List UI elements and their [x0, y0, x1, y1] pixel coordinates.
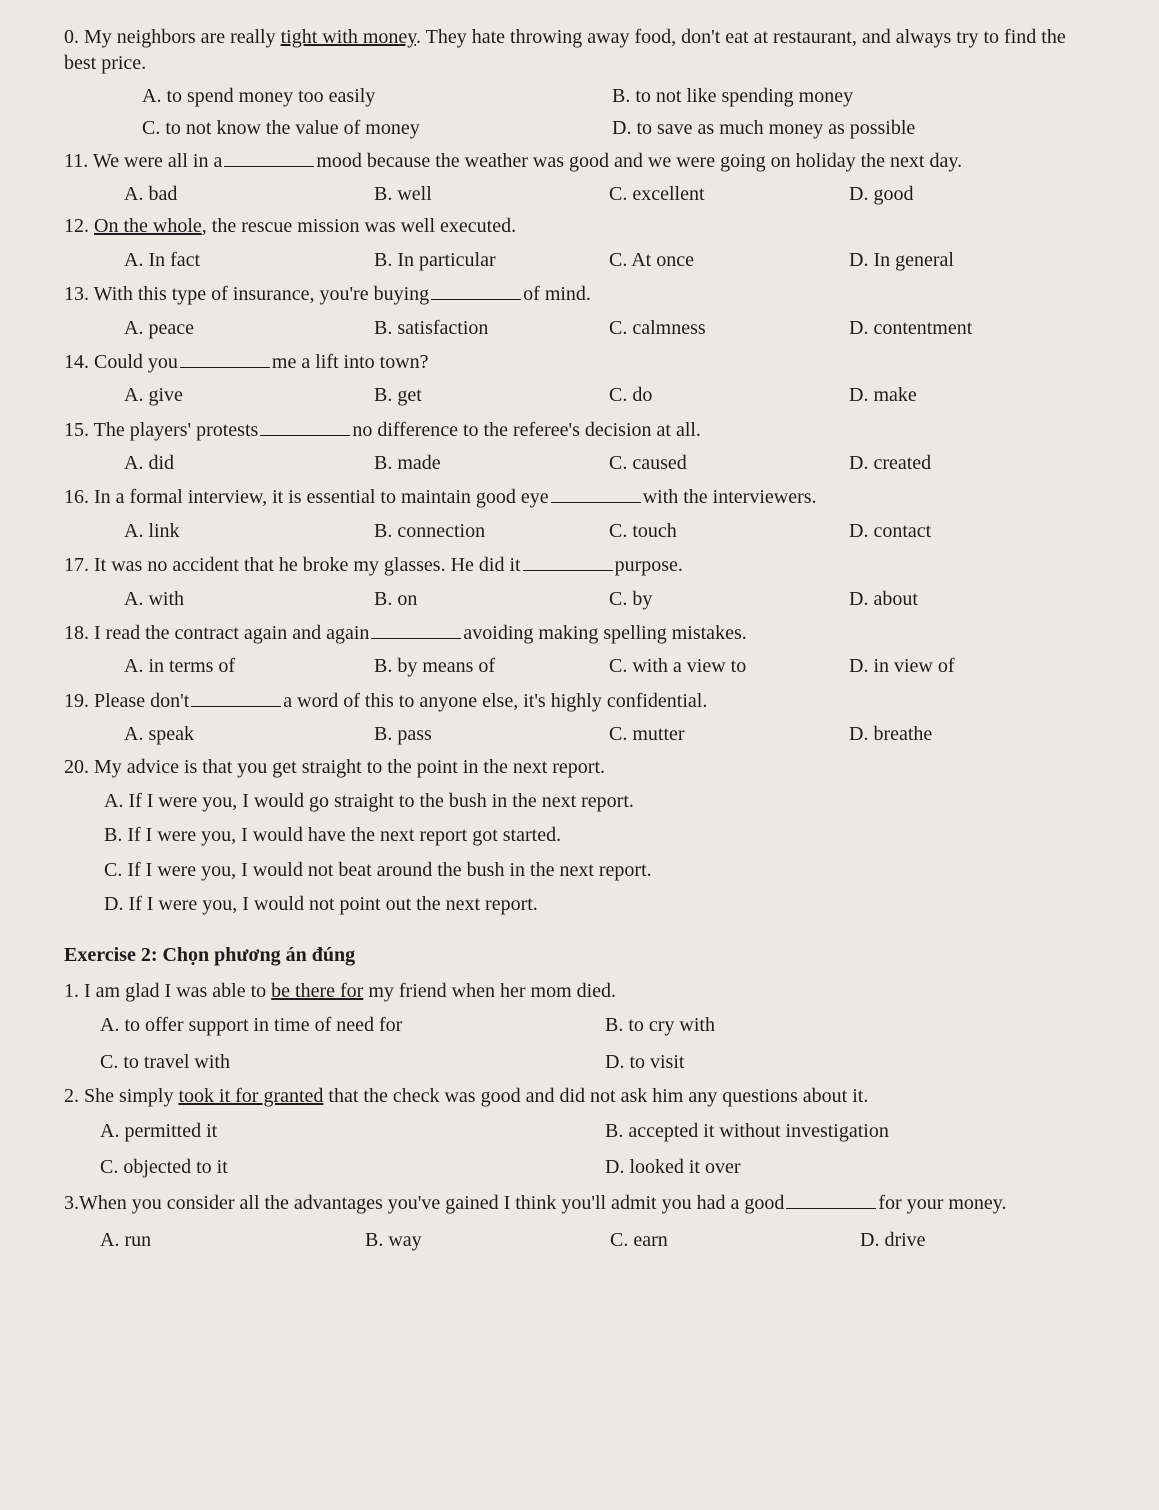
question-15 — [64, 415, 1069, 477]
option-d[interactable]: D. to save as much money as possible — [612, 117, 916, 140]
option-c[interactable]: C. excellent — [609, 182, 705, 205]
question-11-options — [64, 181, 1069, 207]
question-18 — [64, 618, 1069, 680]
question-14 — [64, 347, 1069, 409]
answer-blank[interactable] — [371, 618, 461, 639]
option-b[interactable]: B. get — [374, 384, 422, 407]
question-10-options — [64, 83, 1069, 142]
option-d[interactable]: D. looked it over — [605, 1155, 741, 1178]
option-d[interactable]: D. In general — [849, 248, 954, 271]
option-c[interactable]: C. objected to it — [100, 1155, 228, 1178]
option-a[interactable]: A. run — [100, 1228, 152, 1251]
exercise-2-heading: Exercise 2: Chọn phương án đúng — [64, 943, 356, 966]
option-c[interactable]: C. If I were you, I would not beat around the bush in the next report. — [104, 858, 652, 881]
question-17 — [64, 550, 1069, 612]
question-16-options — [64, 518, 1069, 544]
answer-blank[interactable] — [551, 482, 641, 503]
question-18-stem: 18. I read the contract again and again avoiding making spelling mistakes. — [64, 618, 1069, 646]
question-10 — [64, 24, 1069, 142]
exercise-2-question-2-stem: 2. She simply took it for granted that the check was good and did not ask him any questions about it. — [64, 1085, 869, 1108]
question-12-stem: 12. On the whole, the rescue mission was well executed. — [64, 215, 517, 238]
option-d[interactable]: D. breathe — [849, 723, 933, 746]
option-c[interactable]: C. At once — [609, 248, 694, 271]
option-a[interactable]: A. did — [124, 452, 174, 475]
underlined-phrase: tight with money — [280, 26, 416, 48]
option-b[interactable]: B. way — [365, 1228, 422, 1251]
option-d[interactable]: D. about — [849, 587, 918, 610]
question-20-stem: 20. My advice is that you get straight to the point in the next report. — [64, 755, 606, 778]
answer-blank[interactable] — [260, 415, 350, 436]
option-d[interactable]: D. make — [849, 384, 917, 407]
option-b[interactable]: B. satisfaction — [374, 316, 489, 339]
option-c[interactable]: C. to travel with — [100, 1050, 230, 1073]
question-18-options — [64, 653, 1069, 679]
question-11-stem: 11. We were all in a mood because the weather was good and we were going on holiday the next day. — [64, 146, 1069, 174]
underlined-phrase: On the whole — [94, 215, 202, 238]
option-c[interactable]: C. do — [609, 384, 653, 407]
exercise-2-question-2-options — [64, 1118, 1069, 1181]
question-16 — [64, 482, 1069, 544]
exercise-2-question-1 — [64, 978, 1069, 1075]
option-a[interactable]: A. in terms of — [124, 655, 236, 678]
exercise-2-question-1-options — [64, 1012, 1069, 1075]
option-d[interactable]: D. contentment — [849, 316, 973, 339]
option-b[interactable]: B. by means of — [374, 655, 496, 678]
option-b[interactable]: B. accepted it without investigation — [605, 1119, 889, 1142]
question-13-options — [64, 315, 1069, 341]
answer-blank[interactable] — [180, 347, 270, 368]
question-13-stem: 13. With this type of insurance, you're buying of mind. — [64, 279, 1069, 307]
option-b[interactable]: B. connection — [374, 519, 486, 542]
exercise-2-question-2 — [64, 1083, 1069, 1180]
question-20 — [64, 754, 1069, 918]
option-d[interactable]: D. in view of — [849, 655, 955, 678]
option-d[interactable]: D. good — [849, 182, 914, 205]
option-a[interactable]: A. permitted it — [100, 1119, 218, 1142]
option-c[interactable]: C. mutter — [609, 723, 685, 746]
option-c[interactable]: C. by — [609, 587, 653, 610]
option-a[interactable]: A. to offer support in time of need for — [100, 1014, 403, 1037]
question-19 — [64, 686, 1069, 748]
option-d[interactable]: D. to visit — [605, 1050, 685, 1073]
option-a[interactable]: A. speak — [124, 723, 194, 746]
question-14-stem: 14. Could you me a lift into town? — [64, 347, 1069, 375]
option-a[interactable]: A. link — [124, 519, 180, 542]
answer-blank[interactable] — [431, 279, 521, 300]
option-b[interactable]: B. made — [374, 452, 441, 475]
question-17-stem: 17. It was no accident that he broke my glasses. He did it purpose. — [64, 550, 1069, 578]
underlined-phrase: took it for granted — [178, 1085, 324, 1108]
exercise-2-question-1-stem: 1. I am glad I was able to be there for my friend when her mom died. — [64, 979, 617, 1002]
question-13 — [64, 279, 1069, 341]
option-c[interactable]: C. touch — [609, 519, 677, 542]
question-19-options — [64, 721, 1069, 747]
question-15-stem: 15. The players' protests no difference to the referee's decision at all. — [64, 415, 1069, 443]
option-d[interactable]: D. If I were you, I would not point out the next report. — [104, 893, 538, 916]
option-b[interactable]: B. on — [374, 587, 418, 610]
option-b[interactable]: B. In particular — [374, 248, 496, 271]
option-b[interactable]: B. to not like spending money — [612, 84, 854, 107]
option-c[interactable]: C. to not know the value of money — [142, 117, 420, 140]
question-11 — [64, 146, 1069, 208]
option-c[interactable]: C. earn — [610, 1228, 668, 1251]
option-d[interactable]: D. drive — [860, 1228, 926, 1251]
exercise-2-question-3 — [64, 1188, 1069, 1253]
option-a[interactable]: A. bad — [124, 182, 178, 205]
answer-blank[interactable] — [786, 1188, 876, 1209]
option-a[interactable]: A. peace — [124, 316, 194, 339]
question-14-options — [64, 382, 1069, 408]
option-b[interactable]: B. to cry with — [605, 1014, 715, 1037]
question-10-stem: 0. My neighbors are really tight with money. They hate throwing away food, don't eat at restaurant, and always try to find the best price. — [64, 26, 1066, 75]
question-19-stem: 19. Please don't a word of this to anyone else, it's highly confidential. — [64, 686, 1069, 714]
question-12 — [64, 213, 1069, 273]
option-a[interactable]: A. give — [124, 384, 183, 407]
question-16-stem: 16. In a formal interview, it is essential to maintain good eye with the interviewers. — [64, 482, 1069, 510]
option-c[interactable]: C. with a view to — [609, 655, 747, 678]
option-c[interactable]: C. calmness — [609, 316, 706, 339]
option-b[interactable]: B. well — [374, 182, 432, 205]
option-a[interactable]: A. with — [124, 587, 184, 610]
option-d[interactable]: D. created — [849, 452, 932, 475]
option-a[interactable]: A. to spend money too easily — [142, 84, 376, 107]
option-a[interactable]: A. In fact — [124, 248, 201, 271]
question-17-options — [64, 586, 1069, 612]
option-b[interactable]: B. If I were you, I would have the next report got started. — [104, 824, 562, 847]
option-c[interactable]: C. caused — [609, 452, 687, 475]
underlined-phrase: be there for — [271, 979, 364, 1002]
question-12-options — [64, 247, 1069, 273]
question-20-options — [64, 788, 1069, 918]
answer-blank[interactable] — [191, 686, 281, 707]
question-15-options — [64, 450, 1069, 476]
option-d[interactable]: D. contact — [849, 519, 932, 542]
answer-blank[interactable] — [523, 550, 613, 571]
exercise-2-question-3-options — [64, 1227, 1069, 1253]
option-b[interactable]: B. pass — [374, 723, 432, 746]
exercise-2-question-3-stem: 3.When you consider all the advantages you've gained I think you'll admit you had a good for your money. — [64, 1188, 1069, 1216]
answer-blank[interactable] — [224, 146, 314, 167]
option-a[interactable]: A. If I were you, I would go straight to the bush in the next report. — [104, 789, 634, 812]
